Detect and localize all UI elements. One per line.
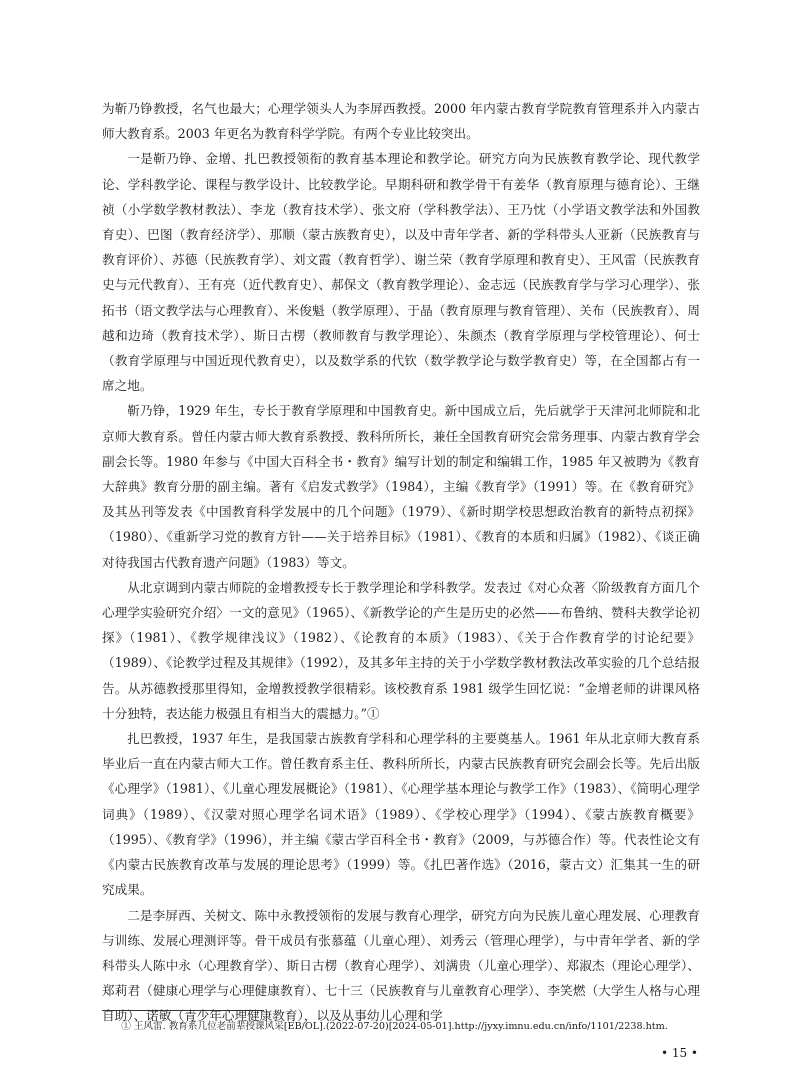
paragraph-jin-naizheng: 靳乃铮，1929 年生，专长于教育学原理和中国教育史。新中国成立后，先后就学于天津河北师院和北京师大教育系。曾任内蒙古师大教育系教授、教科所所长，兼任全国教育研究会常务理事、内蒙古教育学会副会长等。1980 年参与《中国大百科全书・教育》编写计划的制定和编辑工作，1985 年又被聘为《教育大辞典》教育分册的副主编。著有《启发式教学》（1984），主编《教育学》（1991）等。在《教育研究》及其丛刊等发表《中国教育科学发展中的几个问题》（1979）、《新时期学校思想政治教育的新特点初探》（1980）、《重新学习党的教育方针——关于培养目标》（1981）、《教育的本质和归属》（1982）、《谈正确对待我国古代教育遗产问题》（1983）等文。 (102, 403, 700, 570)
footnote: ① 王风雷. 教育系几位老前辈授课风采[EB/OL].(2022-07-20)[2024-05-01].http://jyxy.imnu.edu.cn/info/1101/2238.htm. (121, 1021, 668, 1032)
paragraph-jin-zeng: 从北京调到内蒙古师院的金增教授专长于教学理论和学科教学。发表过《对心众著〈阶级教育方面几个心理学实验研究介绍〉一文的意见》（1965）、《新教学论的产生是历史的必然——布鲁纳、赞科夫教学论初探》（1981）、《教学规律浅议》（1982）、《论教育的本质》（1983）、《关于合作教育学的讨论纪要》（1989）、《论教学过程及其规律》（1992），及其多年主持的关于小学数学教材教法改革实验的几个总结报告。从苏德教授那里得知，金增教授教学很精彩。该校教育系 1981 级学生回忆说：“金增老师的讲课风格十分独特，表达能力极强且有相当大的震撼力。”① (102, 579, 700, 721)
paragraph-teaching-theory: 一是靳乃铮、金增、扎巴教授领衔的教育基本理论和教学论。研究方向为民族教育教学论、现代教学论、学科教学论、课程与教学设计、比较教学论。早期科研和教学骨干有姜华（教育原理与德育论）、王继祯（小学数学教材教法）、李龙（教育技术学）、张文府（学科教学法）、王乃忱（小学语文教学法和外国教育史）、巴图（教育经济学）、那顺（蒙古族教育史），以及中青年学者、新的学科带头人亚新（民族教育与教育评价）、苏德（民族教育学）、刘文霞（教育哲学）、谢兰荣（教育学原理和教育史）、王风雷（民族教育史与元代教育）、王有亮（近代教育史）、郝保文（教育教学理论）、金志远（民族教育学与学习心理学）、张拓书（语文教学法与心理教育）、米俊魁（教学原理）、于晶（教育原理与教育管理）、关布（民族教育）、周越和边琦（教育技术学）、斯日古楞（教师教育与教学理论）、朱颜杰（教育学原理与学校管理论）、何士（教育学原理与中国近现代教育史），以及数学系的代钦（数学教学论与数学教育史）等，在全国都占有一席之地。 (102, 151, 700, 394)
paragraph-psychology: 二是李屏西、关树文、陈中永教授领衔的发展与教育心理学，研究方向为民族儿童心理发展、心理教育与训练、发展心理测评等。骨干成员有张慕蕴（儿童心理）、刘秀云（管理心理学），与中青年学者、新的学科带头人陈中永（心理教育学）、斯日古楞（教育心理学）、刘满贵（儿童心理学）、郑淑杰（理论心理学）、郑莉君（健康心理学与心理健康教育）、七十三（民族教育与儿童教育心理学）、李笑燃（大学生人格与心理自助）、诺敏（青少年心理健康教育），以及从事幼儿心理和学 (102, 907, 700, 1024)
footnote-divider (102, 1010, 264, 1011)
page-number: • 15 • (660, 1046, 698, 1060)
paragraph-zha-ba: 扎巴教授，1937 年生，是我国蒙古族教育学科和心理学科的主要奠基人。1961 年从北京师大教育系毕业后一直在内蒙古师大工作。曾任教育系主任、教科所所长，内蒙古民族教育研究会副会长等。先后出版《心理学》（1981）、《儿童心理发展概论》（1981）、《心理学基本理论与教学工作》（1983）、《简明心理学词典》（1989）、《汉蒙对照心理学名词术语》（1989）、《学校心理学》（1994）、《蒙古族教育概要》（1995）、《教育学》（1996），并主编《蒙古学百科全书・教育》（2009，与苏德合作）等。代表性论文有《内蒙古民族教育改革与发展的理论思考》（1999）等。《扎巴著作选》（2016，蒙古文）汇集其一生的研究成果。 (102, 731, 700, 898)
page-body (102, 96, 700, 1029)
paragraph-continued: 为靳乃铮教授，名气也最大；心理学领头人为李屏西教授。2000 年内蒙古教育学院教育管理系并入内蒙古师大教育系。2003 年更名为教育科学学院。有两个专业比较突出。 (102, 101, 700, 142)
